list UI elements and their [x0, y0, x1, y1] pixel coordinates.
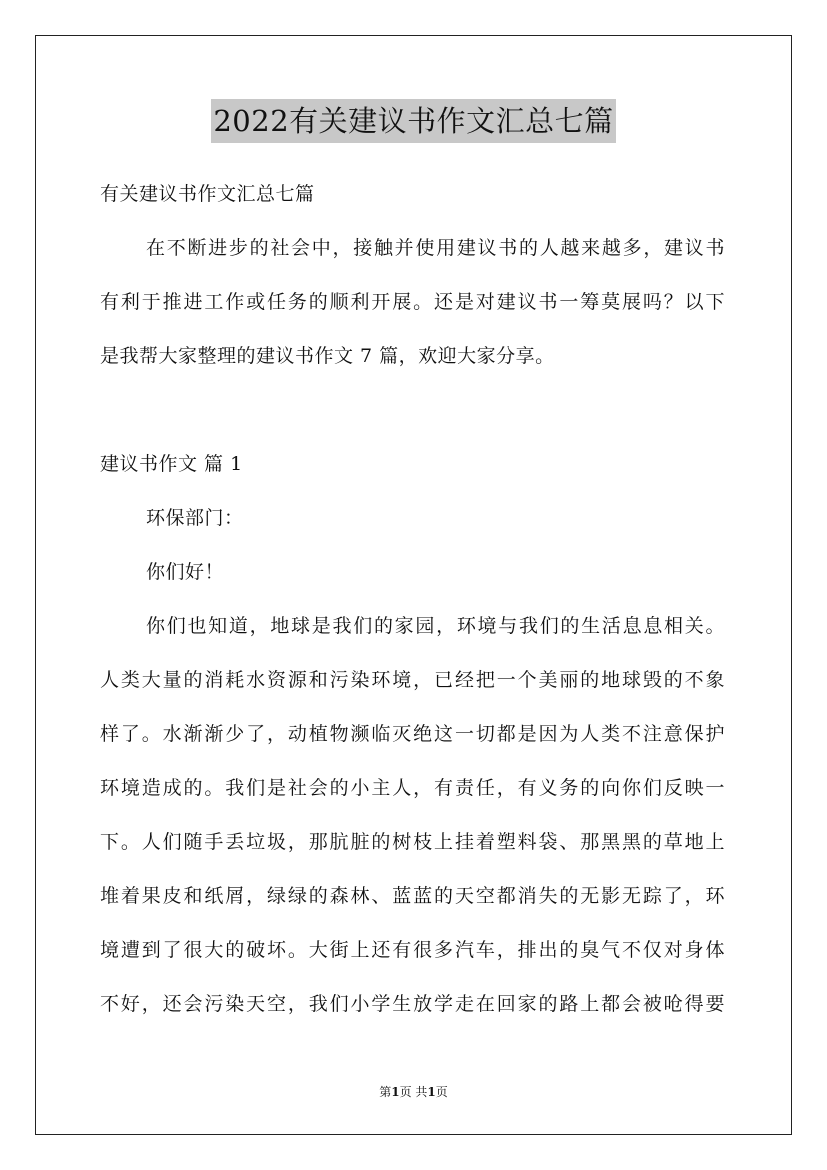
title-container — [0, 99, 827, 143]
intro-line-2: 有利于推进工作或任务的顺利开展。还是对建议书一筹莫展吗？以下 — [100, 291, 725, 313]
intro-line-3: 是我帮大家整理的建议书作文 7 篇，欢迎大家分享。 — [100, 345, 555, 367]
greeting: 你们好！ — [146, 561, 225, 583]
document-subtitle: 有关建议书作文汇总七篇 — [100, 183, 315, 205]
body-line-5: 下。人们随手丢垃圾，那肮脏的树枝上挂着塑料袋、那黑黑的草地上 — [100, 831, 725, 853]
body-line-6: 堆着果皮和纸屑，绿绿的森林、蓝蓝的天空都消失的无影无踪了，环 — [100, 885, 725, 907]
footer-prefix: 第 — [379, 1085, 392, 1099]
footer-page-current: 1 — [391, 1085, 400, 1099]
body-line-7: 境遭到了很大的破坏。大街上还有很多汽车，排出的臭气不仅对身体 — [100, 939, 725, 961]
footer-page-total: 1 — [427, 1085, 436, 1099]
salutation: 环保部门： — [146, 507, 244, 529]
document-title: 2022有关建议书作文汇总七篇 — [211, 99, 615, 143]
body-line-1: 你们也知道，地球是我们的家园，环境与我们的生活息息相关。 — [146, 615, 725, 637]
footer-suffix: 页 — [435, 1085, 448, 1099]
body-line-2: 人类大量的消耗水资源和污染环境，已经把一个美丽的地球毁的不象 — [100, 669, 725, 691]
page-footer — [0, 1083, 827, 1100]
body-line-4: 环境造成的。我们是社会的小主人，有责任，有义务的向你们反映一 — [100, 777, 725, 799]
body-line-3: 样了。水渐渐少了，动植物濒临灭绝这一切都是因为人类不注意保护 — [100, 723, 725, 745]
section-heading: 建议书作文 篇 1 — [100, 453, 243, 475]
footer-mid: 页 共 — [399, 1085, 428, 1099]
body-line-8: 不好，还会污染天空，我们小学生放学走在回家的路上都会被呛得要 — [100, 993, 725, 1015]
intro-line-1: 在不断进步的社会中，接触并使用建议书的人越来越多，建议书 — [146, 237, 725, 259]
